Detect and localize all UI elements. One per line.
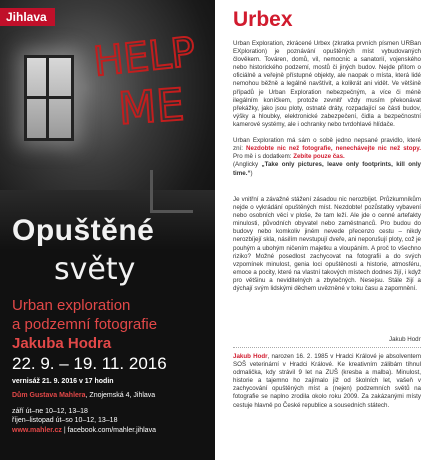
rule-addendum-intro: Pro mě i s dodatkem: [233, 153, 292, 161]
author-bio [233, 353, 421, 410]
graffiti-line2: ME [116, 79, 186, 136]
author-name: Jakuba Hodra [12, 335, 112, 352]
abandoned-room-photo [0, 0, 215, 250]
web-links [12, 427, 156, 434]
english-prefix: (Anglicky [233, 161, 262, 169]
poster-panel [0, 0, 215, 460]
subtitle-line2: a podzemní fotografie [12, 316, 158, 333]
signature: Jakub Hodr [389, 336, 421, 343]
window-image [24, 55, 74, 141]
chair-image [150, 170, 193, 213]
text-panel [219, 0, 435, 460]
english-suffix: ) [250, 169, 253, 177]
section-heading: Urbex [233, 8, 293, 31]
subtitle-line1: Urban exploration [12, 297, 131, 314]
bio-name: Jakub Hodr [233, 353, 268, 360]
rule-addendum: Zebíte pouze čas. [293, 153, 345, 161]
title-line2: světy [54, 252, 136, 287]
help-me-graffiti [88, 22, 208, 142]
divider [233, 347, 421, 348]
bio-text: , narozen 16. 2. 1985 v Hradci Králové je absolventem SOŠ veterinární v Hradci Králové. Ke kreativním zálibám tíhnul odmalička, kdy strávil 9 let na ZUŠ (kresba a malba). Minulost, historie a tajemno ho zajímalo již od školních let, vašeň v zachycování opuštěných míst a (nejen) podzemních světů na fotografie se naplno zrodila okolo roku 2009. Za zakázanými místy cestuje hlavně po České republice a sousedních státech. [233, 353, 421, 409]
opening-hours-line1: září út–ne 10–12, 13–18 [12, 408, 88, 415]
facebook-link[interactable]: | facebook.com/mahler.jihlava [61, 427, 156, 434]
graffiti-line1: HELP [91, 29, 198, 86]
venue-info [12, 391, 155, 400]
rule-text: Nezdobte nic než fotografie, nenechávejte nic než stopy. [246, 145, 421, 153]
english-rule: „Take only pictures, leave only footprints, kill only time.“ [233, 161, 421, 177]
website-link[interactable]: www.mahler.cz [12, 427, 62, 434]
venue-address: , Znojemská 4, Jihlava [85, 392, 156, 399]
ethics-paragraph: Je vnitřní a závažné stážení zásadou nic nerozbíjet. Průzkumníkům nejde o vykrádání opuštěných míst. Nezdobte! pozůstatky vybavení nebo osobních věcí v ploše, že tam leží. Ale jde o cenné artefakty minulosti, původních obyvatel nebo zaměstnanců. Pro budou do budovy nebo komkoliv jiném nevede přecenzo cestu – nikdy nerozbíjejí skla, násilím nevstupují dveře, ani neporušují ploty, což je pouhým a ubohým ničením majetku a vloupáním. A proč to všechno riziko? Možné posedlost zachycovat na fotografii a do svých vzpomínek minulost, genia loci opuštěnosti a historie, atmosféru, emoce a pocity, které na vlastní takových místech dodnes žijí, i když pro většinu a neviditelných a zbytečných. Nesejsu. Stále žijí a dýchají svým lidskými děchem uvězněné v toku času a zapomnění. [233, 196, 421, 293]
intro-text: Urban Exploration, zkrácené Urbex (zkratka prvních písmen URBan EXploration) je poznávání opuštěných míst vybudovaných člověkem. Továren, domů, vil, nemocnic a sanatorií, vojenského nebo historického podzemí, mostů či jiných budov. Nejde přitom o oficiálně a veřejně přístupné objekty, ale naopak o místa, která lidé nemohou běžně a legálně navštívit, a kolikrát ani vidět. Ve většině případů je Urban Exploration nebezpečným, a více či méně ilegálním koníčkem, protože zevnitř vždy musím překonávat překážky, jako jsou ploty, ostnaté dráty, rozpadající se části budov, výšky a hloubky, elektronické zabezpečení, čidla a bezpečnostní kamerové systémy, ale i ochranky nebo tvrdohlavé hlídače. [233, 40, 421, 128]
opening-hours-line2: říjen–listopad út–so 10–12, 13–18 [12, 417, 118, 424]
title-line1: Opuštěné [12, 214, 155, 247]
rule-intro: Urban Exploration má sám o sobě jedno nepsané pravidlo, které zní: [233, 137, 421, 153]
intro-paragraph [233, 40, 421, 178]
exhibition-dates: 22. 9. – 19. 11. 2016 [12, 354, 167, 373]
vernissage-info: vernisáž 21. 9. 2016 v 17 hodin [12, 378, 114, 385]
city-tag: Jihlava [0, 8, 55, 26]
venue-name: Dům Gustava Mahlera [12, 392, 86, 399]
